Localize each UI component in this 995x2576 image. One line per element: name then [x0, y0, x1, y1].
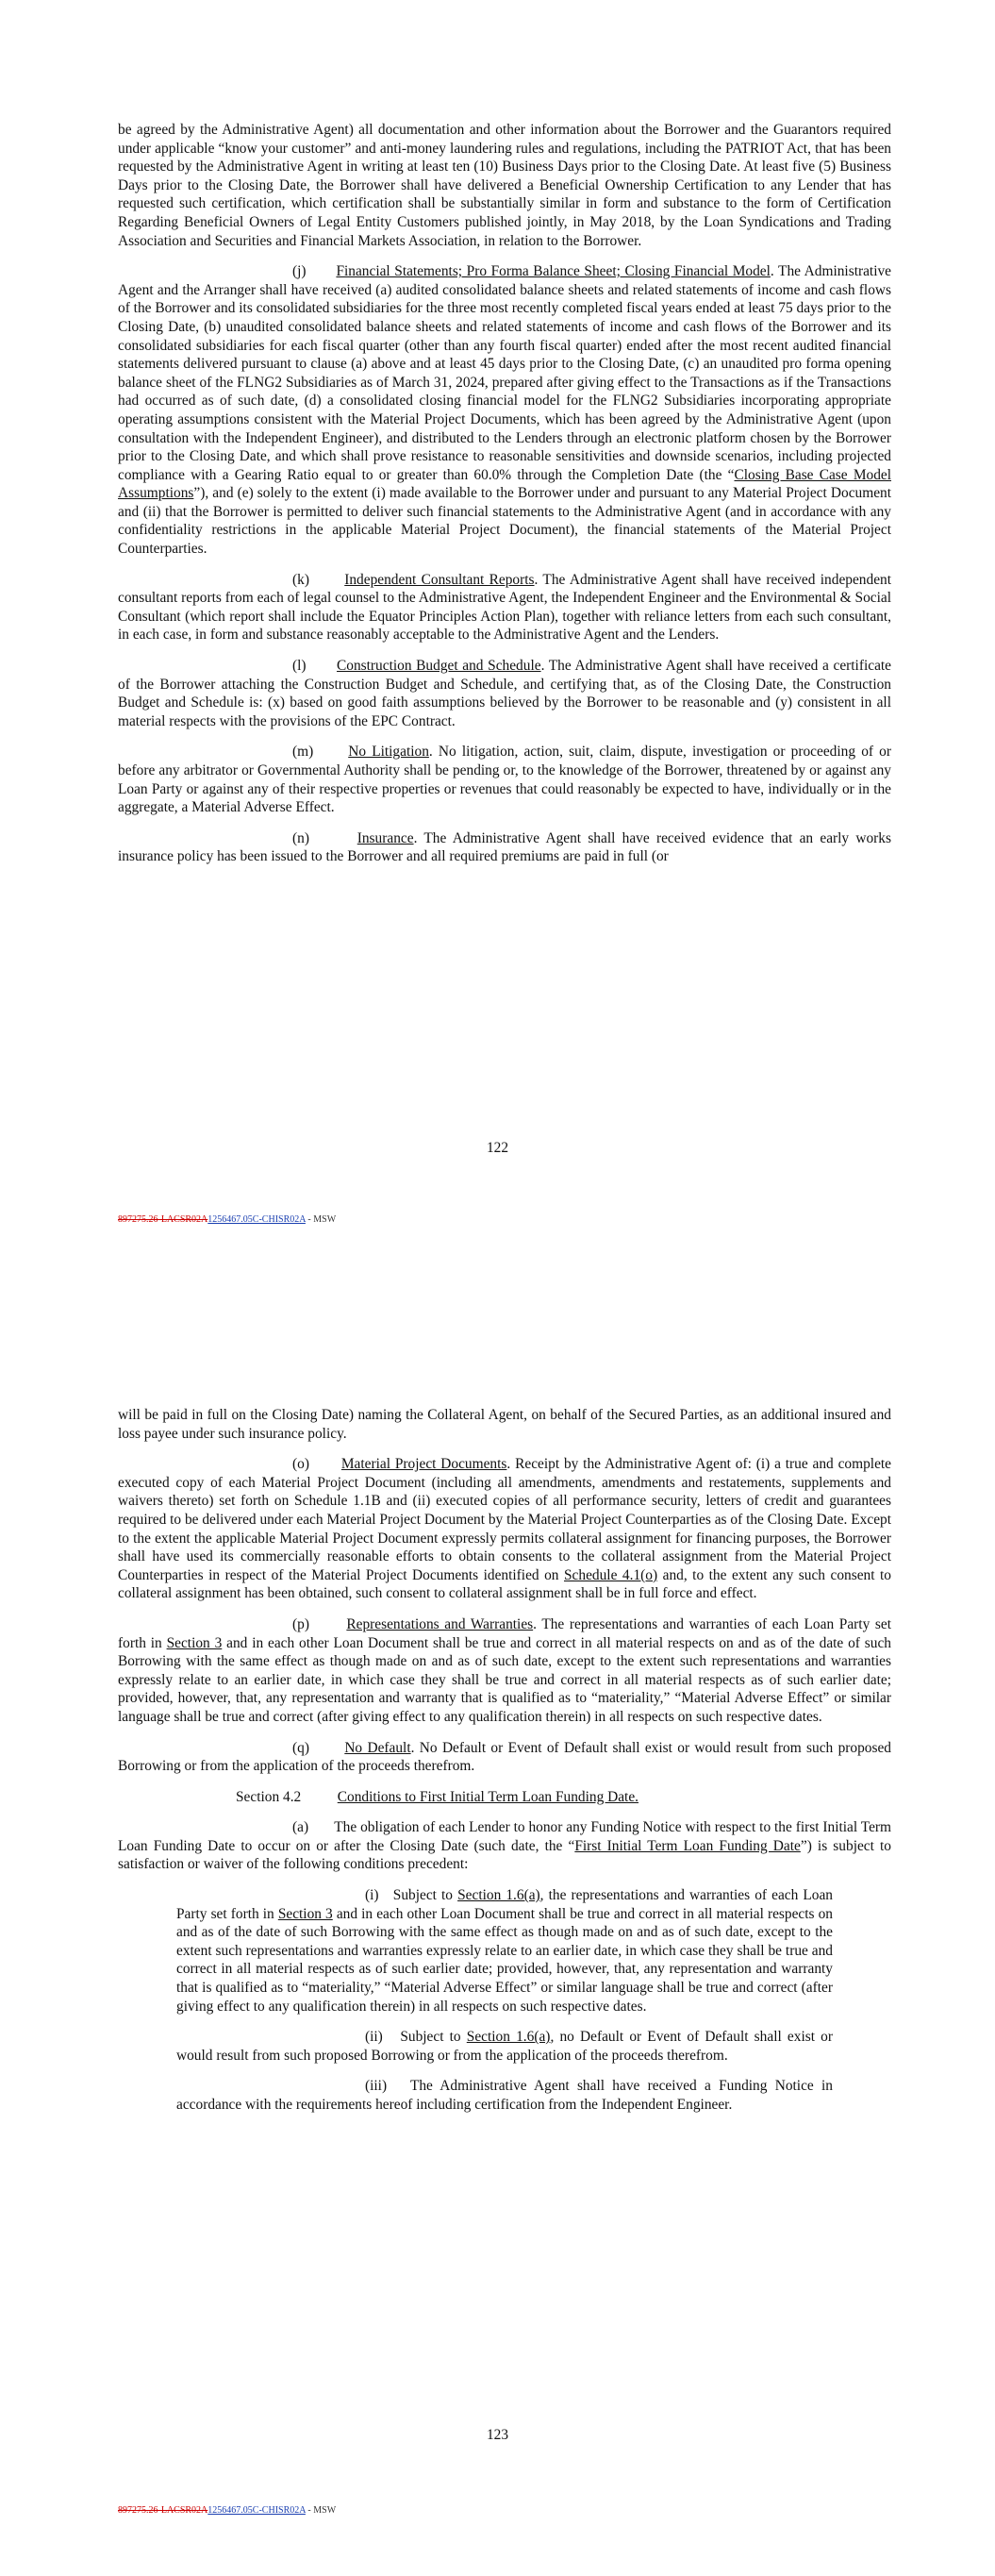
clause-q: (q) No Default. No Default or Event of Default shall exist or would result from such proposed Borrowing or from the application of the proceeds therefrom. [118, 1739, 891, 1775]
section-3-ref: Section 3 [277, 1905, 333, 1922]
clause-k-label: (k) [292, 571, 309, 588]
clause-m: (m) No Litigation. No litigation, action, suit, claim, dispute, investigation or proceeding of or before any arbitrator or Governmental Authority shall be pending or, to the knowledge of the Borrower, threatened by or against any Loan Party or against any of their respective properties or revenues that could reasonably be expected to have, individually or in the aggregate, a Material Adverse Effect. [118, 744, 892, 816]
clause-j-title: Financial Statements; Pro Forma Balance Sheet; Closing Financial Model [336, 263, 771, 280]
footer-new-doc-id: 1256467.05C-CHISR02A [207, 2505, 306, 2516]
clause-n-label: (n) [292, 829, 309, 846]
first-initial-term-loan-term: First Initial Term Loan Funding Date [574, 1837, 801, 1854]
clause-a-label: (a) [292, 1819, 309, 1836]
footer-new-doc-id: 1256467.05C-CHISR02A [207, 1214, 306, 1225]
clause-l-label: (l) [292, 658, 307, 675]
page-123 [0, 1288, 995, 2576]
page-number: 123 [486, 2427, 509, 2443]
clause-q-title: No Default [344, 1739, 411, 1756]
clause-a: (a) The obligation of each Lender to honor any Funding Notice with respect to the first Initial Term Loan Funding Date to occur on or after the Closing Date (such date, the “First Initial Term Loan Funding Date”) is subject to satisfaction or waiver of the following conditions precedent: [118, 1819, 891, 1873]
page-number: 122 [486, 1140, 509, 1156]
subclauses [176, 1886, 833, 2115]
section-label: Section 4.2 [236, 1788, 302, 1805]
page-122-body [118, 121, 891, 866]
document-footer: 897275.26-LACSR02A1256467.05C-CHISR02A - MSW [118, 2505, 337, 2516]
clause-o-label: (o) [292, 1456, 309, 1473]
section-1-6-a-ref: Section 1.6(a) [466, 2029, 551, 2046]
clause-p-label: (p) [292, 1615, 309, 1632]
section-4-2-heading [118, 1788, 891, 1807]
clause-l: (l) Construction Budget and Schedule. The Administrative Agent shall have received a certificate of the Borrower attaching the Construction Budget and Schedule, and certifying that, as of the Closing Date, the Construction Budget and Schedule is: (x) based on good faith assumptions believed by the Borrower to be reasonable and (y) consistent in all material respects with the provisions of the EPC Contract. [118, 658, 892, 729]
clause-k-title: Independent Consultant Reports [344, 571, 535, 588]
subclause-i-label: (i) [365, 1887, 379, 1904]
footer-old-doc-id: 897275.26-LACSR02A [118, 1214, 208, 1225]
clause-l-title: Construction Budget and Schedule [337, 658, 541, 675]
subclause-ii: (ii) Subject to Section 1.6(a), no Default or Event of Default shall exist or would result from such proposed Borrowing or from the application of the proceeds therefrom. [176, 2029, 833, 2064]
clause-p-title: Representations and Warranties [346, 1615, 534, 1632]
clause-m-title: No Litigation [348, 744, 429, 761]
subclause-i: (i) Subject to Section 1.6(a), the representations and warranties of each Loan Party set forth in Section 3 and in each other Loan Document shall be true and correct in all material respects on and as of the date of such Borrowing with the same effect as though made on and as of such date, except to the extent such representations and warranties expressly relate to an earlier date, in which case they shall be true and correct in all material respects as of such earlier date; provided, however, that, any representation and warranty that is qualified as to “materiality,” “Material Adverse Effect” or similar language shall be true and correct (after giving effect to any qualification therein) in all respects on such respective dates. [176, 1887, 833, 2015]
closing-base-case-term: Closing Base Case Model Assumptions [118, 466, 892, 502]
clause-o-title: Material Project Documents [340, 1456, 507, 1473]
subclause-ii-label: (ii) [365, 2029, 383, 2046]
page-123-body [118, 1406, 891, 2127]
clause-j: (j) Financial Statements; Pro Forma Balance Sheet; Closing Financial Model. The Administrative Agent and the Arranger shall have received (a) audited consolidated balance sheets and related statements of income and cash flows of the Borrower and its consolidated subsidiaries for the three most recently completed fiscal years ended at least 75 days prior to the Closing Date, (b) unaudited consolidated balance sheets and related statements of income and cash flows of the Borrower and its consolidated subsidiaries for each fiscal quarter (other than any fourth fiscal quarter) ended after the most recent audited financial statements delivered pursuant to clause (a) above and at least 45 days prior to the Closing Date, (c) an unaudited pro forma opening balance sheet of the FLNG2 Subsidiaries as of March 31, 2024, prepared after giving effect to the Transactions as if the Transactions had occurred as of such date, (d) a consolidated closing financial model for the FLNG2 Subsidiaries incorporating appropriate operating assumptions consistent with the Material Project Documents, which has been agreed by the Administrative Agent (upon consultation with the Independent Engineer), and distributed to the Lenders through an electronic platform chosen by the Borrower prior to the Closing Date, and which shall prove resistance to reasonable sensitivities and downside scenarios, including projected compliance with a Gearing Ratio equal to or greater than 60.0% through the Completion Date (the “Closing Base Case Model Assumptions”), and (e) solely to the extent (i) made available to the Borrower under and pursuant to any Material Project Document and (ii) that the Borrower is permitted to deliver such financial statements to the Administrative Agent (and in accordance with any confidentiality restrictions in the applicable Material Project Document), the financial statements of the Material Project Counterparties. [118, 263, 892, 558]
clause-n: (n) Insurance. The Administrative Agent shall have received evidence that an early works insurance policy has been issued to the Borrower and all required premiums are paid in full (or [118, 829, 891, 865]
clause-j-label: (j) [292, 263, 307, 280]
document-footer: 897275.26-LACSR02A1256467.05C-CHISR02A - MSW [118, 1214, 337, 1225]
section-title: Conditions to First Initial Term Loan Funding Date. [337, 1788, 639, 1805]
subclause-iii: (iii) The Administrative Agent shall have received a Funding Notice in accordance with the requirements hereof including certification from the Independent Engineer. [176, 2078, 833, 2113]
subclause-iii-label: (iii) [365, 2078, 388, 2095]
clause-q-label: (q) [292, 1739, 309, 1756]
schedule-4-1-o-link: Schedule 4.1(o) [564, 1566, 658, 1583]
intro-paragraph: be agreed by the Administrative Agent) all documentation and other information about the Borrower and the Guarantors required under applicable “know your customer” and anti-money laundering rules and regulations, including the PATRIOT Act, that has been requested by the Administrative Agent in writing at least ten (10) Business Days prior to the Closing Date. At least five (5) Business Days prior to the Closing Date, the Borrower shall have delivered a Beneficial Ownership Certification to any Lender that has requested such certification, which certification shall be substantially similar in form and substance to the form of Certification Regarding Beneficial Owners of Legal Entity Customers published jointly, in May 2018, by the Loan Syndications and Trading Association and Securities and Financial Markets Association, in relation to the Borrower. [118, 122, 891, 249]
section-3-ref: Section 3 [166, 1634, 223, 1651]
clause-p: (p) Representations and Warranties. The representations and warranties of each Loan Party set forth in Section 3 and in each other Loan Document shall be true and correct in all material respects on and as of the date of such Borrowing with the same effect as though made on and as of such date, except to the extent such representations and warranties expressly relate to an earlier date, in which case they shall be true and correct in all material respects as of such earlier date; provided, however, that, any representation and warranty that is qualified as to “materiality,” “Material Adverse Effect” or similar language shall be true and correct (after giving effect to any qualification therein) in all respects on such respective dates. [118, 1615, 891, 1725]
section-1-6-a-ref: Section 1.6(a) [457, 1887, 540, 1904]
insurance-continuation: will be paid in full on the Closing Date) naming the Collateral Agent, on behalf of the Secured Parties, as an additional insured and loss payee under such insurance policy. [118, 1407, 891, 1442]
footer-old-doc-id: 897275.26-LACSR02A [118, 2505, 208, 2516]
clause-m-label: (m) [292, 744, 314, 761]
clause-n-title: Insurance [357, 829, 414, 846]
clause-k: (k) Independent Consultant Reports. The Administrative Agent shall have received independent consultant reports from each of legal counsel to the Administrative Agent, the Independent Engineer and the Environmental & Social Consultant (which report shall include the Equator Principles Action Plan), together with reliance letters from each such consultant, in each case, in form and substance reasonably acceptable to the Administrative Agent and the Lenders. [118, 571, 891, 644]
clause-o: (o) Material Project Documents. Receipt by the Administrative Agent of: (i) a true and complete executed copy of each Material Project Document (including all amendments, amendments and restatements, supplements and waivers thereto) set forth on Schedule 1.1B and (ii) executed copies of all performance security, letters of credit and guarantees required to be delivered under each Material Project Document by the Material Project Counterparties as of the Closing Date. Except to the extent the applicable Material Project Document expressly permits collateral assignment for financing purposes, the Borrower shall have used its commercially reasonable efforts to obtain consents to the collateral assignment from the Material Project Counterparties in respect of the Material Project Documents identified on Schedule 4.1(o) and, to the extent any such consent to collateral assignment has been obtained, such consent to collateral assignment shall be in full force and effect. [118, 1456, 892, 1602]
